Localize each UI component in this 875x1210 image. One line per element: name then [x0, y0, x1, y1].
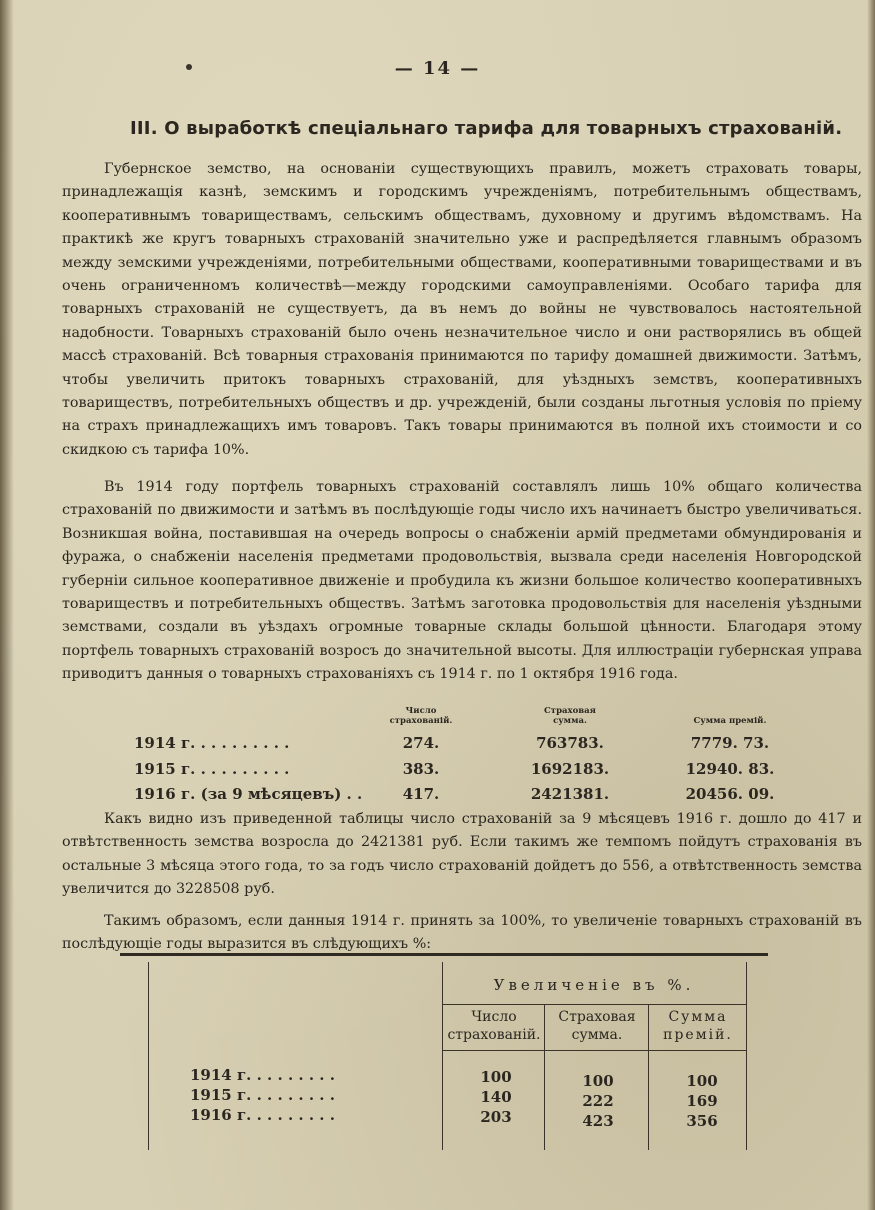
page-number: — 14 — — [394, 58, 481, 79]
table1-header-count: Число страхованій. — [389, 706, 453, 726]
table2-group-header: Увеличеніе въ %. — [493, 976, 695, 994]
table2-top-rule — [120, 953, 768, 956]
table2-header-premium: Сумма премій. — [663, 1009, 733, 1043]
row-label: 1915 г. . . . . . . . . . — [134, 760, 290, 778]
row-label: 1916 г. (за 9 мѣсяцевъ) . . — [134, 785, 363, 803]
cell-sum: 1692183. — [530, 760, 610, 778]
row-label: 1914 г. . . . . . . . . . — [134, 734, 290, 752]
table2-group-rule — [442, 1004, 746, 1005]
cell-premium: 356 — [686, 1112, 718, 1130]
paragraph-1: Губернское земство, на основаніи существующихъ правилъ, можетъ страховать товары, принадлежащія казнѣ, земскимъ и городскимъ учрежденіямъ, потребительнымъ обществамъ, кооперативнымъ товариществамъ, сельскимъ обществамъ, духовному и другимъ вѣдомствамъ. На практикѣ же кругъ товарныхъ страхованій значительно уже и распредѣляется главнымъ образомъ между земскими учрежденіями, потребительными обществами, кооперативными товариществами и въ очень ограниченномъ количествѣ—между городскими самоуправленіями. Особаго тарифа для товарныхъ страхованій не существуетъ, да въ немъ до войны не чувствовалось настоятельной надобности. Товарныхъ страхованій было очень незначительное число и они растворялись въ общей массѣ страхованій. Всѣ товарныя страхованія принимаются по тарифу домашней движимости. Затѣмъ, чтобы увеличить притокъ товарныхъ страхованій, для уѣздныхъ земствъ, кооперативныхъ товариществъ, потребительныхъ обществъ и др. учрежденій, были созданы льготныя условія по пріему на страхъ принадлежащихъ имъ товаровъ. Такъ товары принимаются въ полной ихъ стоимости и со скидкою съ тарифа 10%. — [62, 161, 862, 458]
cell-sum: 763783. — [536, 734, 604, 752]
page-edge-shadow-right — [867, 0, 875, 1210]
cell-premium: 7779. 73. — [690, 734, 770, 752]
paragraph-2: Въ 1914 году портфель товарныхъ страхованій составлялъ лишь 10% общаго количества страхованій по движимости и затѣмъ въ послѣдующіе годы число ихъ начинаетъ быстро увеличиваться. Возникшая война, поставившая на очередь вопросы о снабженіи армій предметами обмундированія и фуража, о снабженіи населенія предметами продовольствія, вызвала среди населенія Новгородской губерніи сильное кооперативное движеніе и пробудила къ жизни большое количество кооперативныхъ товариществъ и потребительныхъ обществъ. Затѣмъ заготовка продовольствія для населенія уѣздными земствами, создали въ уѣздахъ огромные товарные склады большой цѣнности. Благодаря этому портфель товарныхъ страхованій возросъ до значительной высоты. Для иллюстраціи губернская управа приводитъ данныя о товарныхъ страхованіяхъ съ 1914 г. по 1 октября 1916 года. — [62, 479, 862, 683]
row-label: 1915 г. . . . . . . . . — [190, 1086, 335, 1104]
paragraph-3: Какъ видно изъ приведенной таблицы число страхованій за 9 мѣсяцевъ 1916 г. дошло до 417 и отвѣтственность земства возросла до 2421381 руб. Если такимъ же темпомъ пойдутъ страхованія въ остальные 3 мѣсяца этого года, то за годъ число страхованій дойдетъ до 556, а отвѣтственность земства увеличится до 3228508 руб. — [62, 811, 862, 898]
row-label: 1916 г. . . . . . . . . — [190, 1106, 335, 1124]
table1-header-sum: Страховая сумма. — [544, 706, 596, 726]
cell-count: 417. — [402, 785, 440, 803]
cell-count: 383. — [402, 760, 440, 778]
table2-header-count: Число страхованій. — [447, 1009, 541, 1043]
cell-premium: 12940. 83. — [685, 760, 775, 778]
cell-count: 100 — [480, 1068, 512, 1086]
cell-count: 203 — [480, 1108, 512, 1126]
cell-count: 140 — [480, 1088, 512, 1106]
cell-sum: 222 — [582, 1092, 614, 1110]
table-row — [0, 785, 875, 809]
table1-header-premium: Сумма премій. — [693, 716, 767, 726]
cell-premium: 169 — [686, 1092, 718, 1110]
table2-right-border — [746, 962, 747, 1150]
table2-header-rule — [442, 1050, 746, 1051]
table2-header-sum: Страховая сумма. — [558, 1009, 636, 1043]
cell-count: 274. — [402, 734, 440, 752]
table2-left-border — [148, 962, 149, 1150]
cell-premium: 100 — [686, 1072, 718, 1090]
section-heading: III. О выработкѣ спеціальнаго тарифа для товарныхъ страхованій. — [130, 118, 843, 139]
cell-sum: 100 — [582, 1072, 614, 1090]
paragraph-4: Такимъ образомъ, если данныя 1914 г. принять за 100%, то увеличеніе товарныхъ страхованій въ послѣдующіе годы выразится въ слѣдующихъ %: — [62, 913, 862, 953]
cell-sum: 2421381. — [530, 785, 610, 803]
table-row — [0, 760, 875, 784]
cell-premium: 20456. 09. — [685, 785, 775, 803]
cell-sum: 423 — [582, 1112, 614, 1130]
row-label: 1914 г. . . . . . . . . — [190, 1066, 335, 1084]
page-edge-shadow-left — [0, 0, 14, 1210]
table-row — [0, 734, 875, 758]
